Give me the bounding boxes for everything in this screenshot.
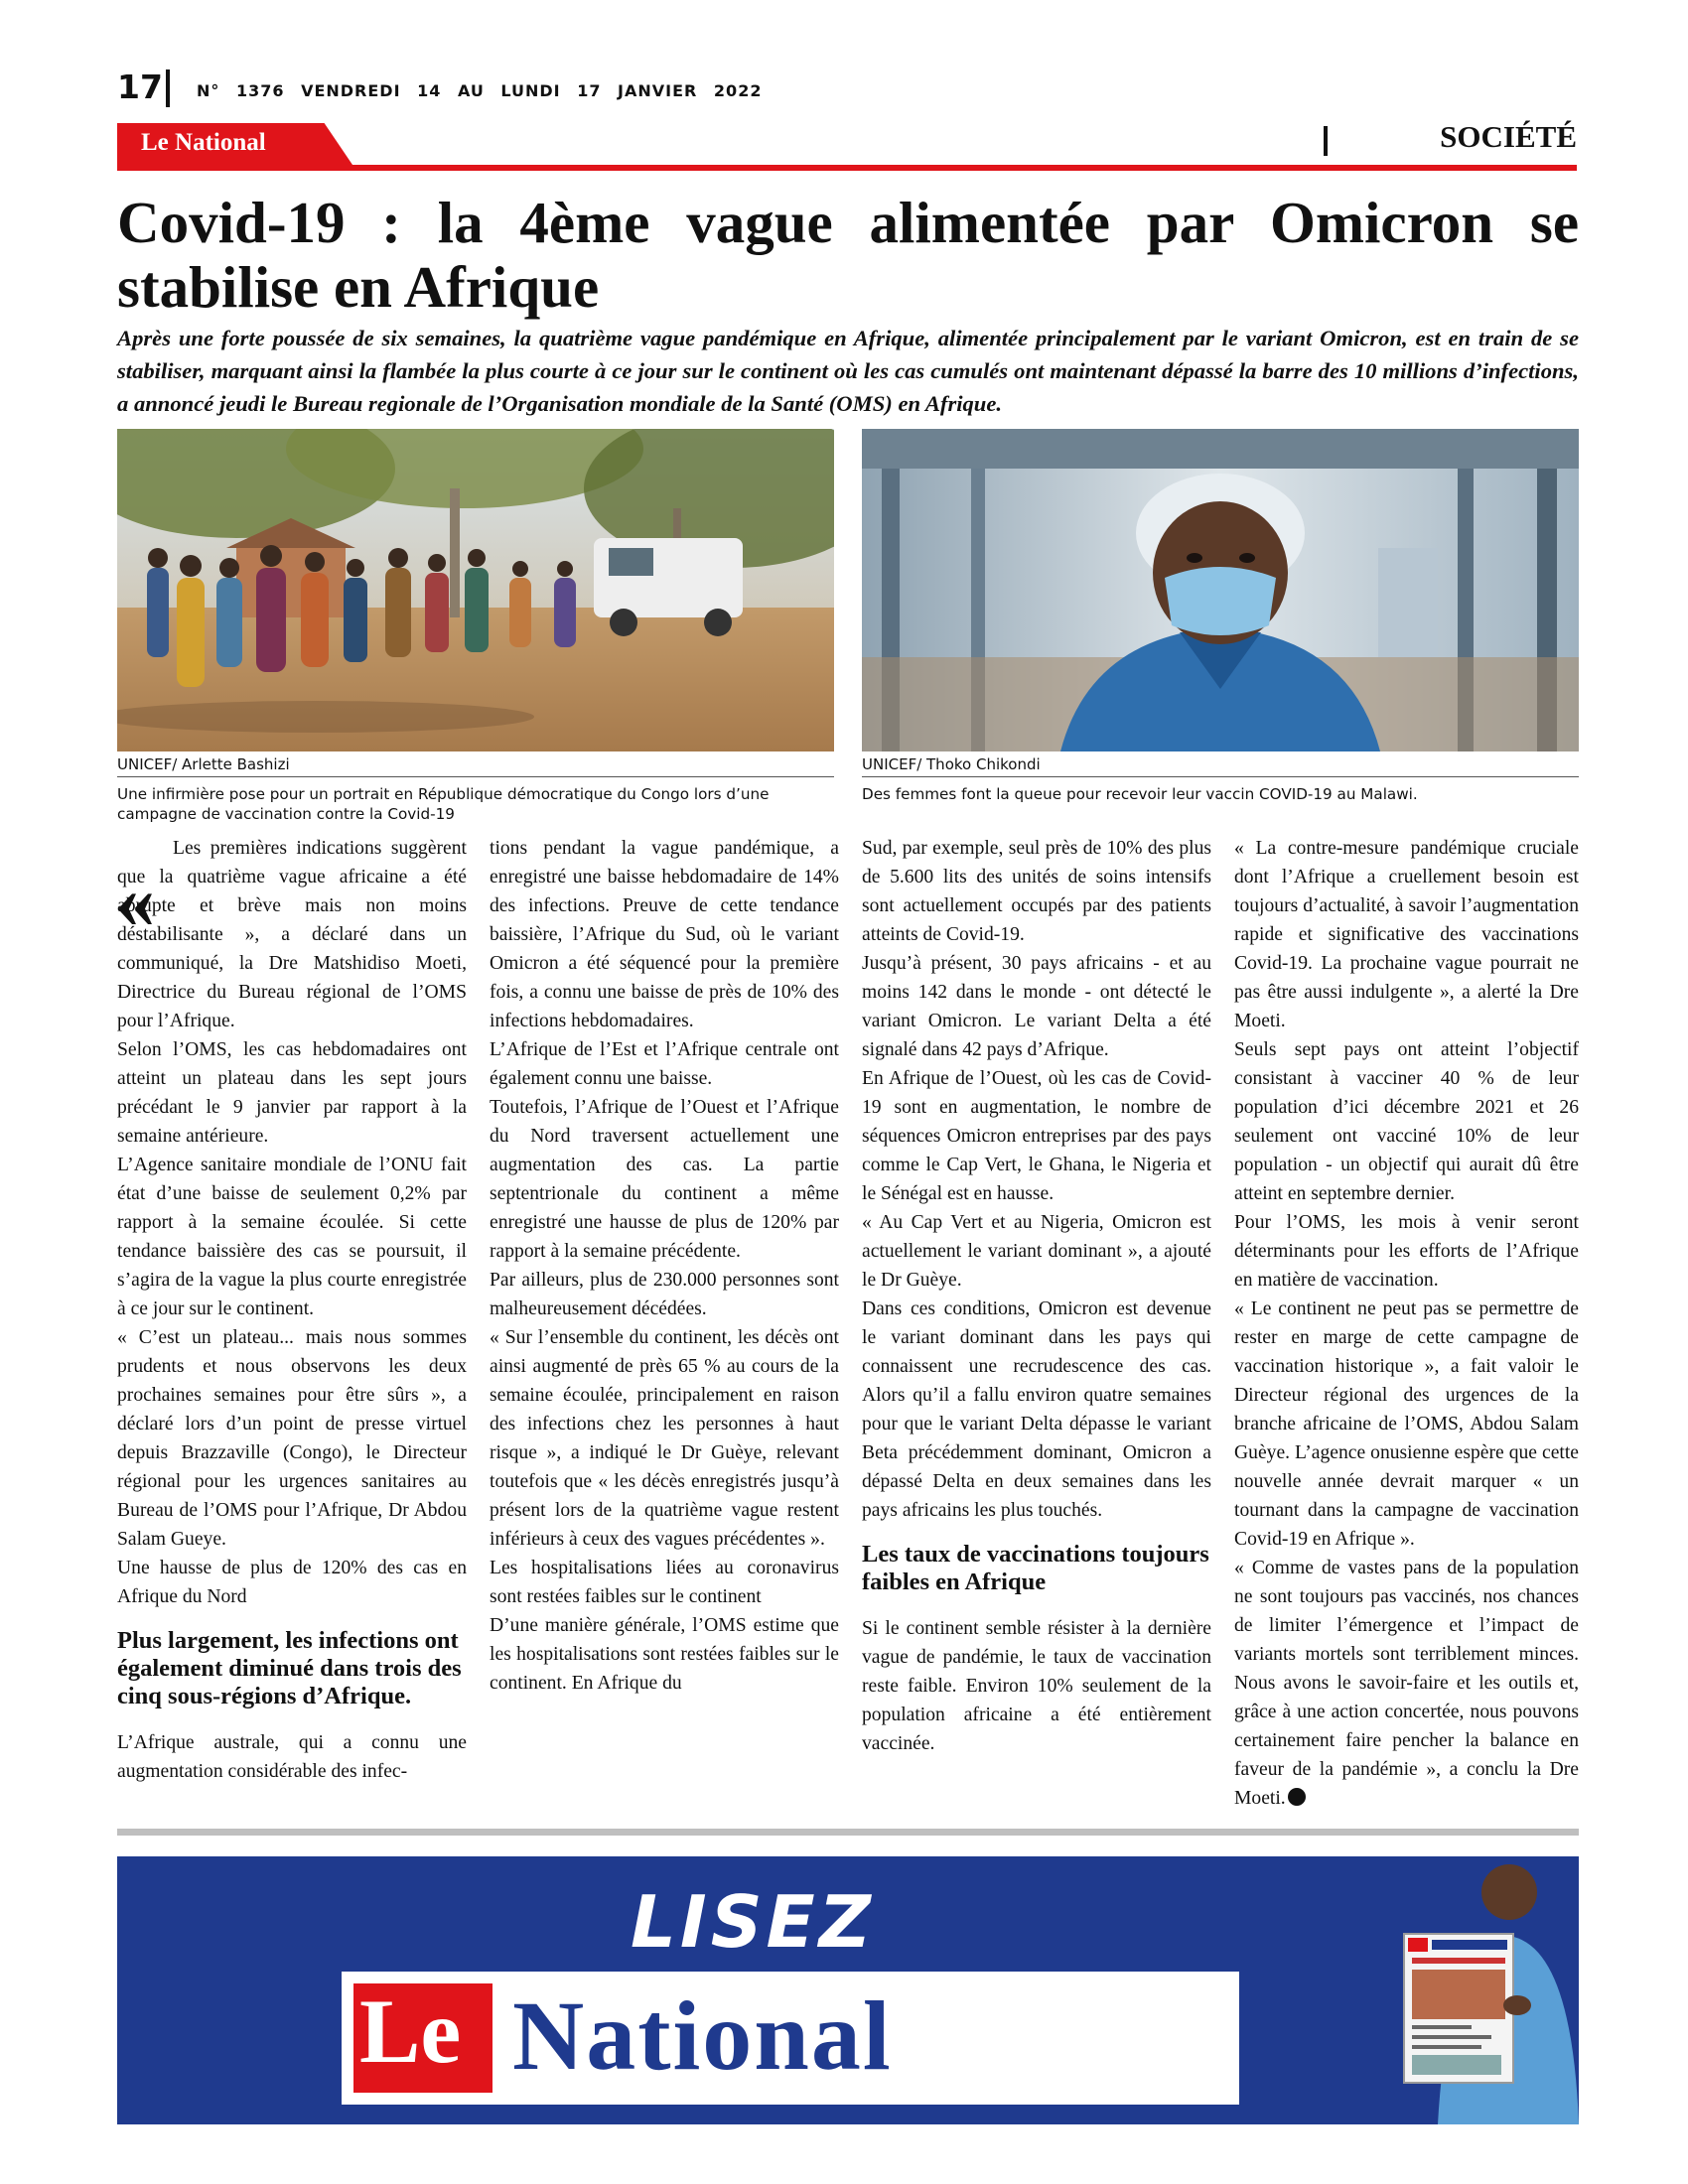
body-paragraph: Jusqu’à présent, 30 pays africains - et au moins 142 dans le monde - ont détecté le variant Omicron. Le variant Delta a été signalé dans 42 pays d’Afrique.	[862, 953, 1211, 1060]
page-number-divider	[166, 69, 170, 107]
body-paragraph: « Le continent ne peut pas se permettre de rester en marge de cette campagne de vaccination historique », a fait valoir le Directeur régional des urgences de la branche africaine de l’OMS, Abdou Salam Guèye. L’agence onusienne espère que cette nouvelle année devrait marquer « un tournant dans la campagne de vaccination Covid-19 en Afrique ».	[1234, 1298, 1579, 1550]
article-column-2	[490, 834, 839, 1698]
end-of-article-icon	[1288, 1788, 1306, 1806]
article-bottom-rule	[117, 1829, 1579, 1836]
section-label: SOCIÉTÉ	[1440, 119, 1577, 154]
body-paragraph: Seuls sept pays ont atteint l’objectif consistant à vacciner 40 % de leur population d’ici décembre 2021 et 26 seulement ont vacciné 10% de leur population - un objectif qui aurait dû être atteint en septembre dernier.	[1234, 1039, 1579, 1204]
caption-rule	[117, 776, 834, 777]
body-paragraph: « Au Cap Vert et au Nigeria, Omicron est actuellement le variant dominant », a ajouté le Dr Guèye.	[862, 1212, 1211, 1291]
body-paragraph: Selon l’OMS, les cas hebdomadaires ont atteint un plateau dans les sept jours précédant le 9 janvier par rapport à la semaine antérieure.	[117, 1039, 467, 1147]
body-paragraph: L’Agence sanitaire mondiale de l’ONU fait état d’une baisse de seulement 0,2% par rapport à la semaine écoulée. Si cette tendance baissière des cas se poursuit, il s’agira de la vague la plus courte enregistrée à ce jour sur le continent.	[117, 1155, 467, 1319]
body-paragraph: Les hospitalisations liées au coronavirus sont restées faibles sur le continent	[490, 1558, 839, 1607]
section-divider	[1324, 126, 1328, 156]
body-paragraph: En Afrique de l’Ouest, où les cas de Covid-19 sont en augmentation, le nombre de séquences Omicron entreprises par des pays comme le Cap Vert, le Ghana, le Nigeria et le Sénégal est en hausse.	[862, 1068, 1211, 1204]
body-paragraph: Sud, par exemple, seul près de 10% des plus de 5.600 lits des unités de soins intensifs sont actuellement occupés par des patients atteints de Covid-19.	[862, 838, 1211, 945]
body-paragraph	[1234, 1554, 1579, 1813]
advert-reader-illustration	[1398, 1856, 1579, 2124]
advert-lisez-text: LISEZ	[631, 1880, 875, 1964]
article-column-4	[1234, 834, 1579, 1813]
body-paragraph: L’Afrique australe, qui a connu une augmentation considérable des infec-	[117, 1732, 467, 1782]
photo-caption: Une infirmière pose pour un portrait en République démocratique du Congo lors d’une campagne de vaccination contre la Covid-19	[117, 785, 770, 823]
advert-logo-box	[342, 1972, 1239, 2105]
issue-line: N° 1376 VENDREDI 14 AU LUNDI 17 JANVIER 2022	[197, 81, 763, 100]
photo-nurse-portrait-image	[862, 429, 1579, 751]
body-paragraph: Par ailleurs, plus de 230.000 personnes sont malheureusement décédées.	[490, 1270, 839, 1319]
body-paragraph: « Sur l’ensemble du continent, les décès ont ainsi augmenté de près 65 % au cours de la semaine écoulée, principalement en raison des infections chez les personnes à haut risque », a indiqué le Dr Guèye, relevant toutefois que « les décès enregistrés jusqu’à présent lors de la quatrième vague restent inférieurs à ceux des vagues précédentes ».	[490, 1327, 839, 1550]
article-subheading: Plus largement, les infections ont également diminué dans trois des cinq sous-régions d’Afrique.	[117, 1627, 462, 1709]
advert-le-text: Le	[359, 1980, 462, 2082]
drop-quote-mark: «	[115, 858, 155, 945]
body-paragraph: « La contre-mesure pandémique cruciale dont l’Afrique a cruellement besoin est toujours d’actualité, à savoir l’augmentation rapide et significative des vaccinations Covid-19. La prochaine vague pourrait ne pas être aussi indulgente », a alerté la Dre Moeti.	[1234, 838, 1579, 1031]
photo-credit: UNICEF/ Thoko Chikondi	[862, 755, 1041, 773]
caption-rule	[862, 776, 1579, 777]
advert-national-text: National	[512, 1980, 893, 2091]
photo-vaccination-queue-image	[117, 429, 834, 751]
photo-vaccination-queue	[117, 429, 834, 751]
body-paragraph: « C’est un plateau... mais nous sommes prudents et nous observons les deux prochaines semaines pour être sûrs », a déclaré lors d’un point de presse virtuel depuis Brazzaville (Congo), le Directeur régional pour les urgences sanitaires au Bureau de l’OMS pour l’Afrique, Dr Abdou Salam Gueye.	[117, 1327, 467, 1550]
advert-banner[interactable]	[117, 1856, 1579, 2124]
photo-nurse-portrait	[862, 429, 1579, 751]
body-paragraph: Une hausse de plus de 120% des cas en Afrique du Nord	[117, 1558, 467, 1607]
brand-label: Le National	[141, 129, 266, 156]
article-headline: Covid-19 : la 4ème vague alimentée par Omicron se stabilise en Afrique	[117, 190, 1579, 320]
article-column-1	[117, 834, 467, 1786]
body-paragraph: tions pendant la vague pandémique, a enregistré une baisse hebdomadaire de 14% des infections. Preuve de cette tendance baissière, l’Afrique du Sud, où le variant Omicron a été séquencé pour la première fois, a connu une baisse de près de 10% des infections hebdomadaires.	[490, 838, 839, 1031]
body-paragraph: Les premières indications suggèrent que la quatrième vague africaine a été abrupte et brève mais non moins déstabilisante », a déclaré dans un communiqué, la Dre Matshidiso Moeti, Directrice du Bureau régional de l’OMS pour l’Afrique.	[117, 838, 467, 1031]
closing-paragraph-text: « Comme de vastes pans de la population ne sont toujours pas vaccinés, nos chances de limiter l’émergence et l’impact de variants mortels sont terriblement minces. Nous avons le savoir-faire et les outils et, grâce à une action concertée, nous pouvons certainement faire pencher la balance en faveur de la pandémie », a conclu la Dre Moeti.	[1234, 1558, 1579, 1809]
body-paragraph: Dans ces conditions, Omicron est devenue le variant dominant dans les pays qui connaissent une recrudescence des cas. Alors qu’il a fallu environ quatre semaines pour que le variant Delta dépasse le variant Beta précédemment dominant, Omicron a dépassé Delta en deux semaines dans les pays africains les plus touchés.	[862, 1298, 1211, 1521]
article-column-3	[862, 834, 1211, 1758]
photo-caption: Des femmes font la queue pour recevoir leur vaccin COVID-19 au Malawi.	[862, 785, 1418, 803]
body-paragraph: L’Afrique de l’Est et l’Afrique centrale ont également connu une baisse.	[490, 1039, 839, 1089]
article-standfirst: Après une forte poussée de six semaines, la quatrième vague pandémique en Afrique, alimentée principalement par le variant Omicron, est en train de se stabiliser, marquant ainsi la flambée la plus courte à ce jour sur le continent où les cas cumulés ont maintenant dépassé la barre des 10 millions d’infections, a annoncé jeudi le Bureau regionale de l’Organisation mondiale de la Santé (OMS) en Afrique.	[117, 326, 1579, 416]
body-paragraph: Si le continent semble résister à la dernière vague de pandémie, le taux de vaccination reste faible. Environ 10% seulement de la population africaine a été entièrement vaccinée.	[862, 1618, 1211, 1754]
body-paragraph: Toutefois, l’Afrique de l’Ouest et l’Afrique du Nord traversent actuellement une augmentation des cas. La partie septentrionale du continent a même enregistré une hausse de plus de 120% par rapport à la semaine précédente.	[490, 1097, 839, 1262]
body-paragraph: D’une manière générale, l’OMS estime que les hospitalisations sont restées faibles sur le continent. En Afrique du	[490, 1615, 839, 1694]
body-paragraph: Pour l’OMS, les mois à venir seront déterminants pour les efforts de l’Afrique en matière de vaccination.	[1234, 1212, 1579, 1291]
photo-credit: UNICEF/ Arlette Bashizi	[117, 755, 290, 773]
page-number: 17	[117, 68, 163, 106]
article-subheading: Les taux de vaccinations toujours faibles en Afrique	[862, 1541, 1209, 1595]
header-rule	[117, 165, 1577, 171]
